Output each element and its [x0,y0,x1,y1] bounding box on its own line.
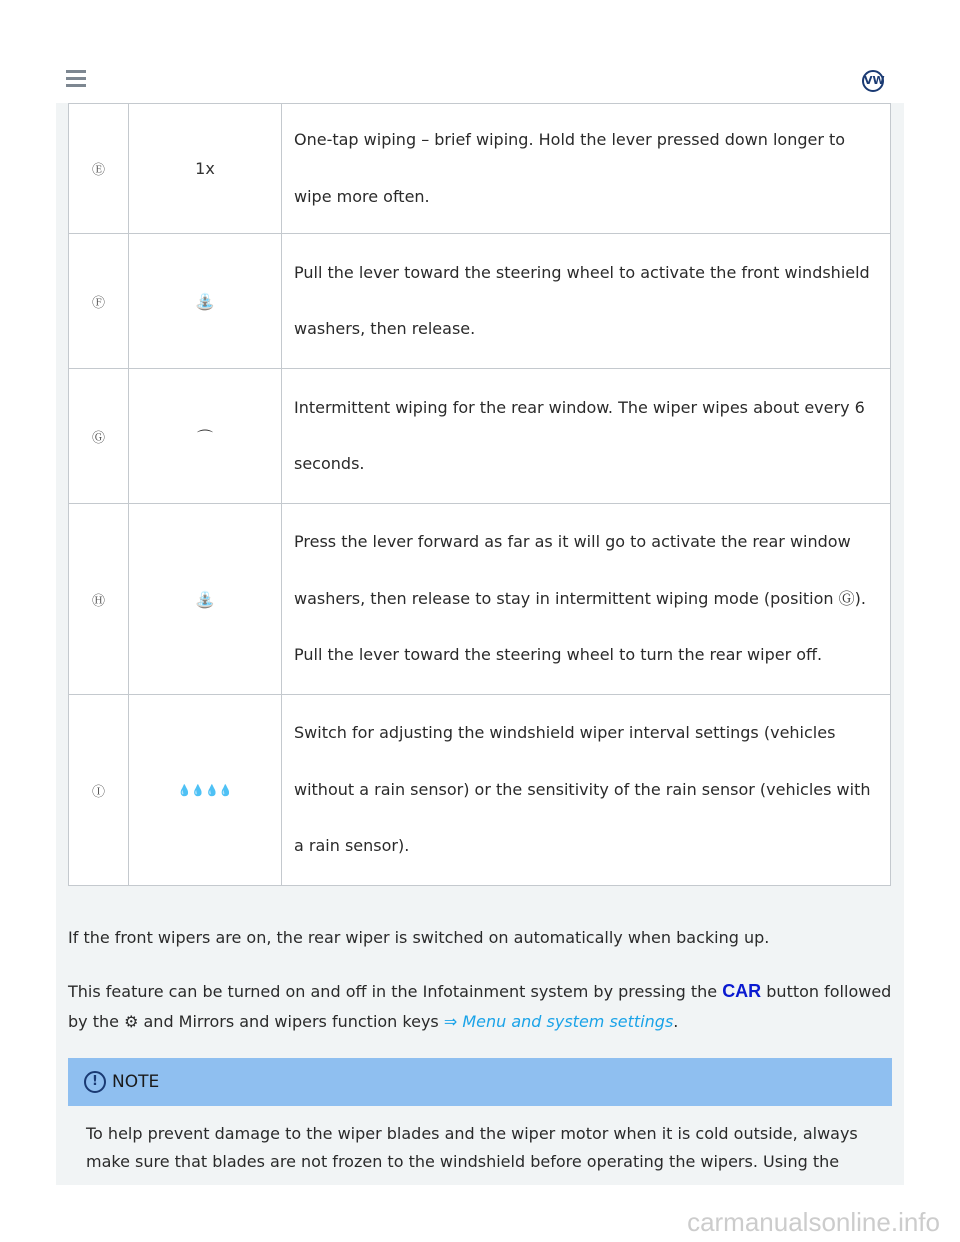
table-row [69,369,891,504]
text: button followed by the [68,982,892,1031]
description: One-tap wiping – brief wiping. Hold the lever pressed down longer to wipe more often. [282,104,891,234]
text: This feature can be turned on and off in the Infotainment system by pressing the [68,982,723,1001]
description: Press the lever forward as far as it will go to activate the rear window washers, then release to stay in intermittent wiping mode (position Ⓖ). Pull the lever toward the steering wheel to turn the rear wiper off. [282,504,891,695]
text: . [673,1012,679,1031]
position-key: Ⓘ [69,695,129,886]
text: and Mirrors and wipers function keys [138,1012,444,1031]
note-title: NOTE [112,1072,160,1092]
description: Intermittent wiping for the rear window. The wiper wipes about every 6 seconds. [282,369,891,504]
note-body: To help prevent damage to the wiper blades and the wiper motor when it is cold outside, always make sure that blades are not frozen to the windshield before operating the wipers. Using the [86,1124,858,1171]
menu-settings-link[interactable]: ⇒ Menu and system settings [443,1012,674,1031]
description: Pull the lever toward the steering wheel to activate the front windshield washers, then release. [282,234,891,369]
table-row [69,695,891,886]
description: Switch for adjusting the windshield wiper interval settings (vehicles without a rain sensor) or the sensitivity of the rain sensor (vehicles with a rain sensor). [282,695,891,886]
rear-wiper-icon: ⌒ [129,369,282,504]
position-key: Ⓖ [69,369,129,504]
position-key: Ⓕ [69,234,129,369]
table-row [69,104,891,234]
rain-drops-icon: 💧💧💧💧 [129,695,282,886]
wiper-table [68,103,891,886]
hamburger-menu-icon[interactable] [66,70,86,91]
position-key: Ⓔ [69,104,129,234]
settings-car-icon: ⚙ [124,1012,139,1031]
paragraph-rear-wiper: If the front wipers are on, the rear wiper is switched on automatically when backing up. [68,928,770,947]
note-header [68,1058,892,1106]
top-bar [56,0,904,104]
front-washer-icon: ⛲ [129,234,282,369]
vw-logo-icon[interactable]: VW [862,70,884,92]
table-row [69,504,891,695]
exclamation-icon: ! [84,1071,106,1093]
content [56,103,904,1185]
rear-washer-icon: ⛲ [129,504,282,695]
watermark: carmanualsonline.info [687,1207,940,1237]
position-key: Ⓗ [69,504,129,695]
paragraph-infotainment [68,976,898,1037]
table-row [69,234,891,369]
one-tap-icon: 1x [129,104,282,234]
car-button-icon: CAR [722,981,762,1001]
